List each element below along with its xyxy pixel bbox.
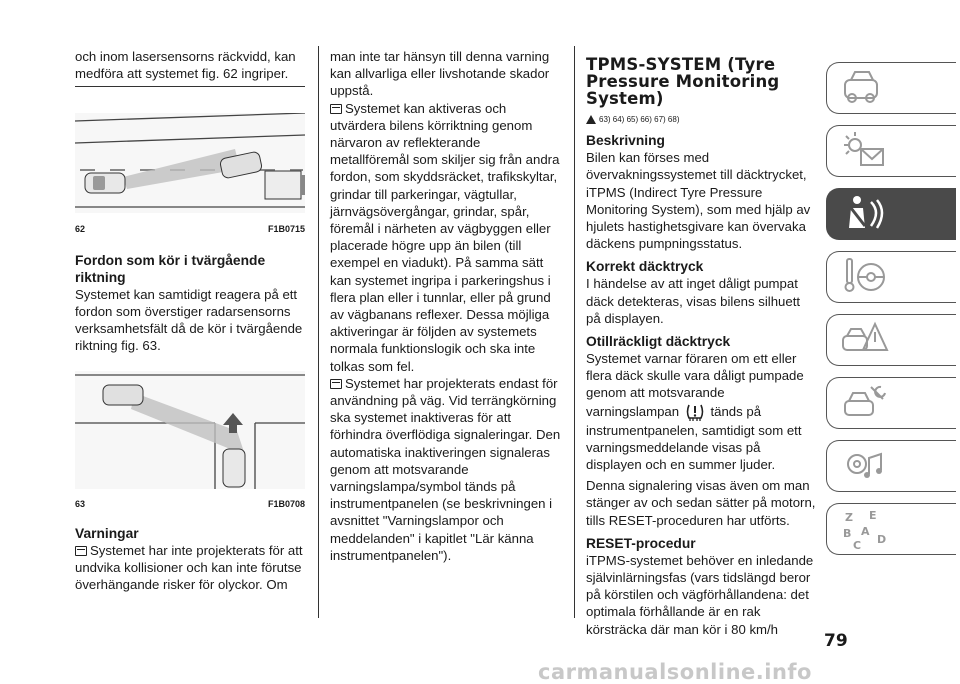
svg-text:C: C (853, 539, 862, 551)
heading-description: Beskrivning (586, 133, 665, 149)
section-title-line: Pressure Monitoring (586, 72, 780, 91)
reference-numbers: 63) 64) 65) 66) 67) 68) (599, 115, 680, 124)
book-icon (75, 546, 87, 556)
heading-warnings: Varningar (75, 526, 139, 542)
paragraph-low-pressure-a: Systemet varnar föraren om ett eller flera däck skulle vara dåligt pumpade genom att motsvarande varningslampan (586, 351, 804, 419)
section-title (586, 56, 818, 107)
tab-key-steering[interactable] (826, 251, 956, 303)
paragraph-low-pressure-b: tänds på instrumentpanelen, samtidigt som ett varningsmeddelande visas på displayen och en summer ljuder. (586, 403, 802, 473)
seatbelt-airbag-icon (841, 192, 889, 236)
warning-triangle-car-icon (841, 318, 889, 362)
warning-triangle-icon (586, 115, 596, 124)
heading-crossing: Fordon som kör i tvärgående riktning (75, 252, 266, 285)
tab-wrench-car[interactable] (826, 377, 956, 429)
crossing-traffic-illustration (75, 371, 305, 489)
gear-music-icon (841, 444, 889, 488)
paragraph-activation (330, 100, 562, 375)
sun-envelope-icon (841, 129, 889, 173)
figure-caption (75, 221, 305, 238)
paragraph-description: Bilen kan förses med övervakningssystemet till däcktrycket, iTPMS (Indirect Tyre Pressure Monitoring System), som med hjälp av hjulets hastighetsgivare kan övervaka däckens pumpningsstatus. (586, 150, 811, 252)
tab-car-dashboard[interactable] (826, 62, 956, 114)
section-title-line: System) (586, 89, 664, 108)
warning-references (586, 111, 818, 128)
column-2 (330, 48, 562, 564)
heading-low-pressure: Otillräckligt däcktryck (586, 334, 731, 350)
heading-correct-pressure: Korrekt däcktryck (586, 259, 704, 275)
svg-text:D: D (877, 533, 887, 546)
paragraph-reset: iTPMS-systemet behöver en inledande självinlärningsfas (vars tidslängd beror på körstilen och vägförhållandena: det optimala förhållande är en rak körsträcka där man kör i 80 km/h (586, 552, 814, 637)
heading-reset: RESET-procedur (586, 535, 696, 551)
key-steering-icon (841, 255, 889, 299)
paragraph-low-pressure (586, 350, 818, 473)
tab-gear-music[interactable] (826, 440, 956, 492)
book-icon (330, 104, 342, 114)
figure-number: 63 (75, 498, 86, 509)
figure-code: F1B0715 (267, 223, 305, 234)
figure-63 (75, 371, 305, 513)
svg-text:A: A (861, 525, 870, 538)
paragraph-offroad-text: Systemet har projekterats endast för användning på väg. Vid terrängkörning ska systemet inaktiveras för att förhindra överflödiga signaleringar. Den automatiska inaktiveringen signaleras genom att motsvarande varningslampa/symbol tänds på instrumentpanelen (se beskrivningen i avsnittet "Varningslampor och meddelanden" i kapitlet "Lär känna instrumentpanelen"). (330, 375, 561, 563)
paragraph-correct-pressure: I händelse av att inget dåligt pumpat däck detekteras, visas bilens silhuett på displayen. (586, 276, 801, 326)
column-3 (586, 56, 818, 638)
paragraph-warning-cont: man inte tar hänsyn till denna varning kan allvarliga eller livshotande skador uppstå. (330, 49, 550, 99)
tab-sun-envelope[interactable] (826, 125, 956, 177)
radar-lane-illustration (75, 113, 305, 213)
column-1 (75, 48, 305, 594)
figure-number: 62 (75, 223, 86, 234)
intro-text: och inom lasersensorns räckvidd, kan medföra att systemet fig. 62 ingriper. (75, 49, 296, 82)
wrench-car-icon (841, 381, 889, 425)
tab-warning-triangle-car[interactable] (826, 314, 956, 366)
svg-text:E: E (869, 509, 877, 522)
paragraph-activation-text: Systemet kan aktiveras och utvärdera bilens körriktning genom närvaron av reflekterande metallföremål som skiljer sig från andra fordon, som skyddsräcket, trafikskyltar, grindar till parkeringar, vägtullar, järnvägsövergångar, grindar, spår, föremål i närheten av vägbyggen eller placerade högre upp än bilen (till exempel en viadukt). På samma sätt kan systemet ingripa i parkeringshus i flera plan eller i tunnlar, eller på grund av vägbanans reflexer. Dessa möjliga aktiveringar är följden av systemets normala funktionslogik och ska inte tolkas som fel. (330, 100, 560, 374)
car-dashboard-icon (841, 66, 889, 110)
column-divider (574, 46, 575, 618)
figure-62 (75, 113, 305, 237)
section-title-line: TPMS-SYSTEM (Tyre (586, 55, 776, 74)
watermark: carmanualsonline.info (538, 660, 812, 684)
paragraph-offroad (330, 375, 562, 564)
svg-text:B: B (843, 527, 852, 540)
paragraph-low-pressure-2: Denna signalering visas även om man stänger av och sedan sätter på motorn, tills RESET-proceduren har utförts. (586, 478, 816, 528)
divider (75, 86, 305, 87)
paragraph-warnings-text: Systemet har inte projekterats för att undvika kollisioner och kan inte förutse överhängande risker för olyckor. Om (75, 543, 303, 593)
book-icon (330, 379, 342, 389)
svg-text:Z: Z (845, 511, 853, 524)
paragraph-crossing: Systemet kan samtidigt reagera på ett fordon som överstiger radarsensorns verksamhetsfält då de kör i tvärgående riktning fig. 63. (75, 286, 303, 354)
tab-alphabet-index[interactable] (826, 503, 956, 555)
column-divider (318, 46, 319, 618)
tyre-pressure-warning-icon (685, 402, 705, 422)
tab-seatbelt-airbag[interactable] (826, 188, 956, 240)
paragraph-warnings (75, 542, 305, 594)
alphabet-index-icon (841, 507, 889, 551)
page-number: 79 (824, 631, 848, 651)
figure-caption (75, 496, 305, 513)
figure-code: F1B0708 (267, 498, 305, 509)
